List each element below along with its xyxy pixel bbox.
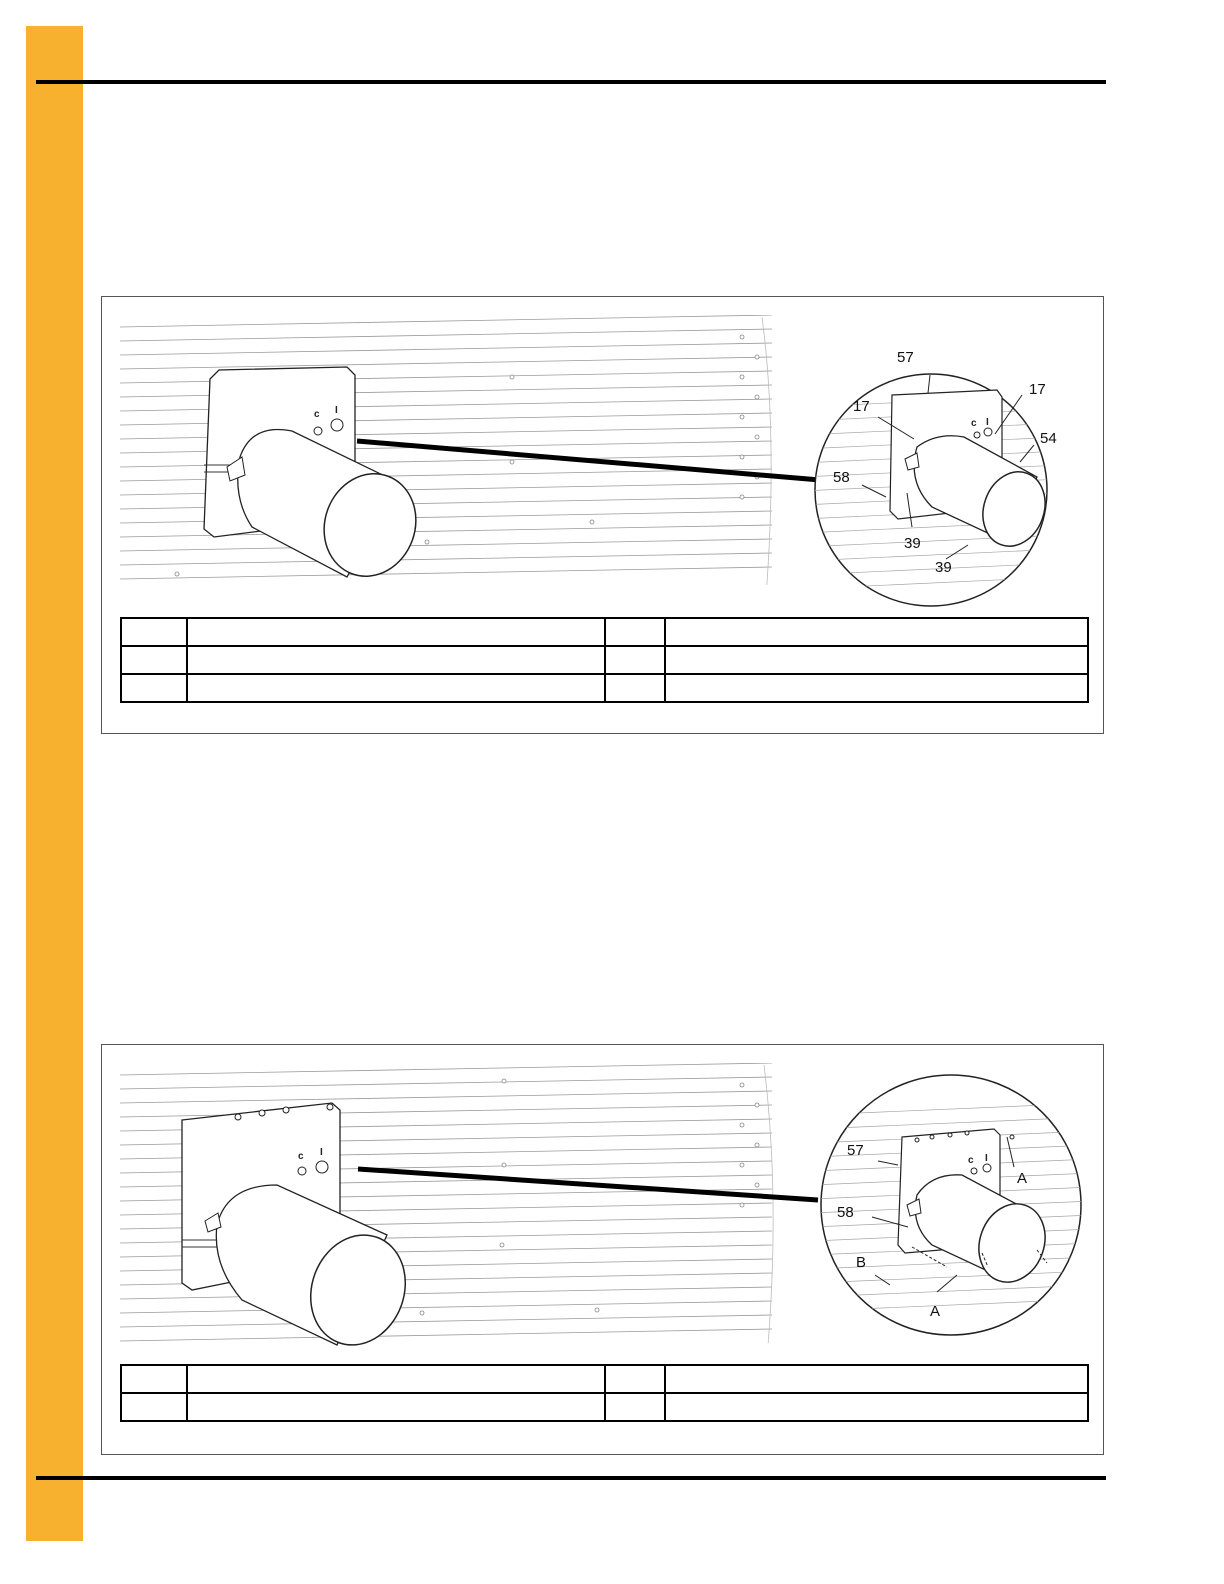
description-cell: [665, 1393, 1088, 1421]
panel-mark-i: I: [320, 1147, 323, 1158]
table-row: [121, 646, 1088, 674]
detail-mark-i: I: [986, 417, 989, 428]
callout-58: 58: [833, 469, 850, 486]
detail-leader: [357, 441, 820, 480]
figure-1: [101, 296, 1104, 734]
callout-58: 58: [837, 1204, 854, 1221]
panel-mark-c: c: [298, 1151, 304, 1162]
detail-mark-c: c: [968, 1155, 974, 1166]
table-row: [121, 1393, 1088, 1421]
callout-39-left: 39: [904, 535, 921, 552]
callout-b: B: [856, 1254, 867, 1271]
ref-cell: [121, 1365, 187, 1393]
ref-cell: [605, 646, 665, 674]
callout-17-left: 17: [853, 398, 870, 415]
callout-a-bottom: A: [930, 1303, 941, 1320]
ref-cell: [121, 1393, 187, 1421]
figure-2: [101, 1044, 1104, 1455]
fan-transition-tube: [205, 1185, 420, 1355]
callout-54: 54: [1040, 430, 1057, 447]
ref-cell: [121, 618, 187, 646]
description-cell: [665, 646, 1088, 674]
description-cell: [187, 1365, 605, 1393]
description-cell: [187, 646, 605, 674]
description-cell: [187, 674, 605, 702]
header-rule: [36, 80, 1106, 84]
parts-table-1: [120, 617, 1089, 703]
ref-cell: [605, 1393, 665, 1421]
fan-transition-tube: [227, 429, 430, 589]
ref-cell: [121, 646, 187, 674]
panel-mark-c: c: [314, 409, 320, 420]
ref-cell: [121, 674, 187, 702]
description-cell: [665, 618, 1088, 646]
callout-17-right: 17: [1029, 381, 1046, 398]
detail-mark-i: I: [985, 1153, 988, 1164]
detail-mark-c: c: [971, 418, 977, 429]
table-row: [121, 1365, 1088, 1393]
description-cell: [665, 674, 1088, 702]
ref-cell: [605, 1365, 665, 1393]
panel-mark-i: I: [335, 405, 338, 416]
callout-a-right: A: [1017, 1170, 1028, 1187]
callout-57: 57: [847, 1142, 864, 1159]
ref-cell: [605, 618, 665, 646]
footer-rule: [36, 1476, 1106, 1480]
figure-2-illustration: [102, 1045, 1105, 1355]
table-row: [121, 674, 1088, 702]
callout-39-bottom: 39: [935, 559, 952, 576]
chapter-side-tab: [26, 26, 83, 1541]
table-row: [121, 618, 1088, 646]
callout-57: 57: [897, 349, 914, 366]
figure-1-illustration: [102, 297, 1105, 607]
parts-table-2: [120, 1364, 1089, 1422]
ref-cell: [605, 674, 665, 702]
description-cell: [187, 1393, 605, 1421]
description-cell: [665, 1365, 1088, 1393]
description-cell: [187, 618, 605, 646]
